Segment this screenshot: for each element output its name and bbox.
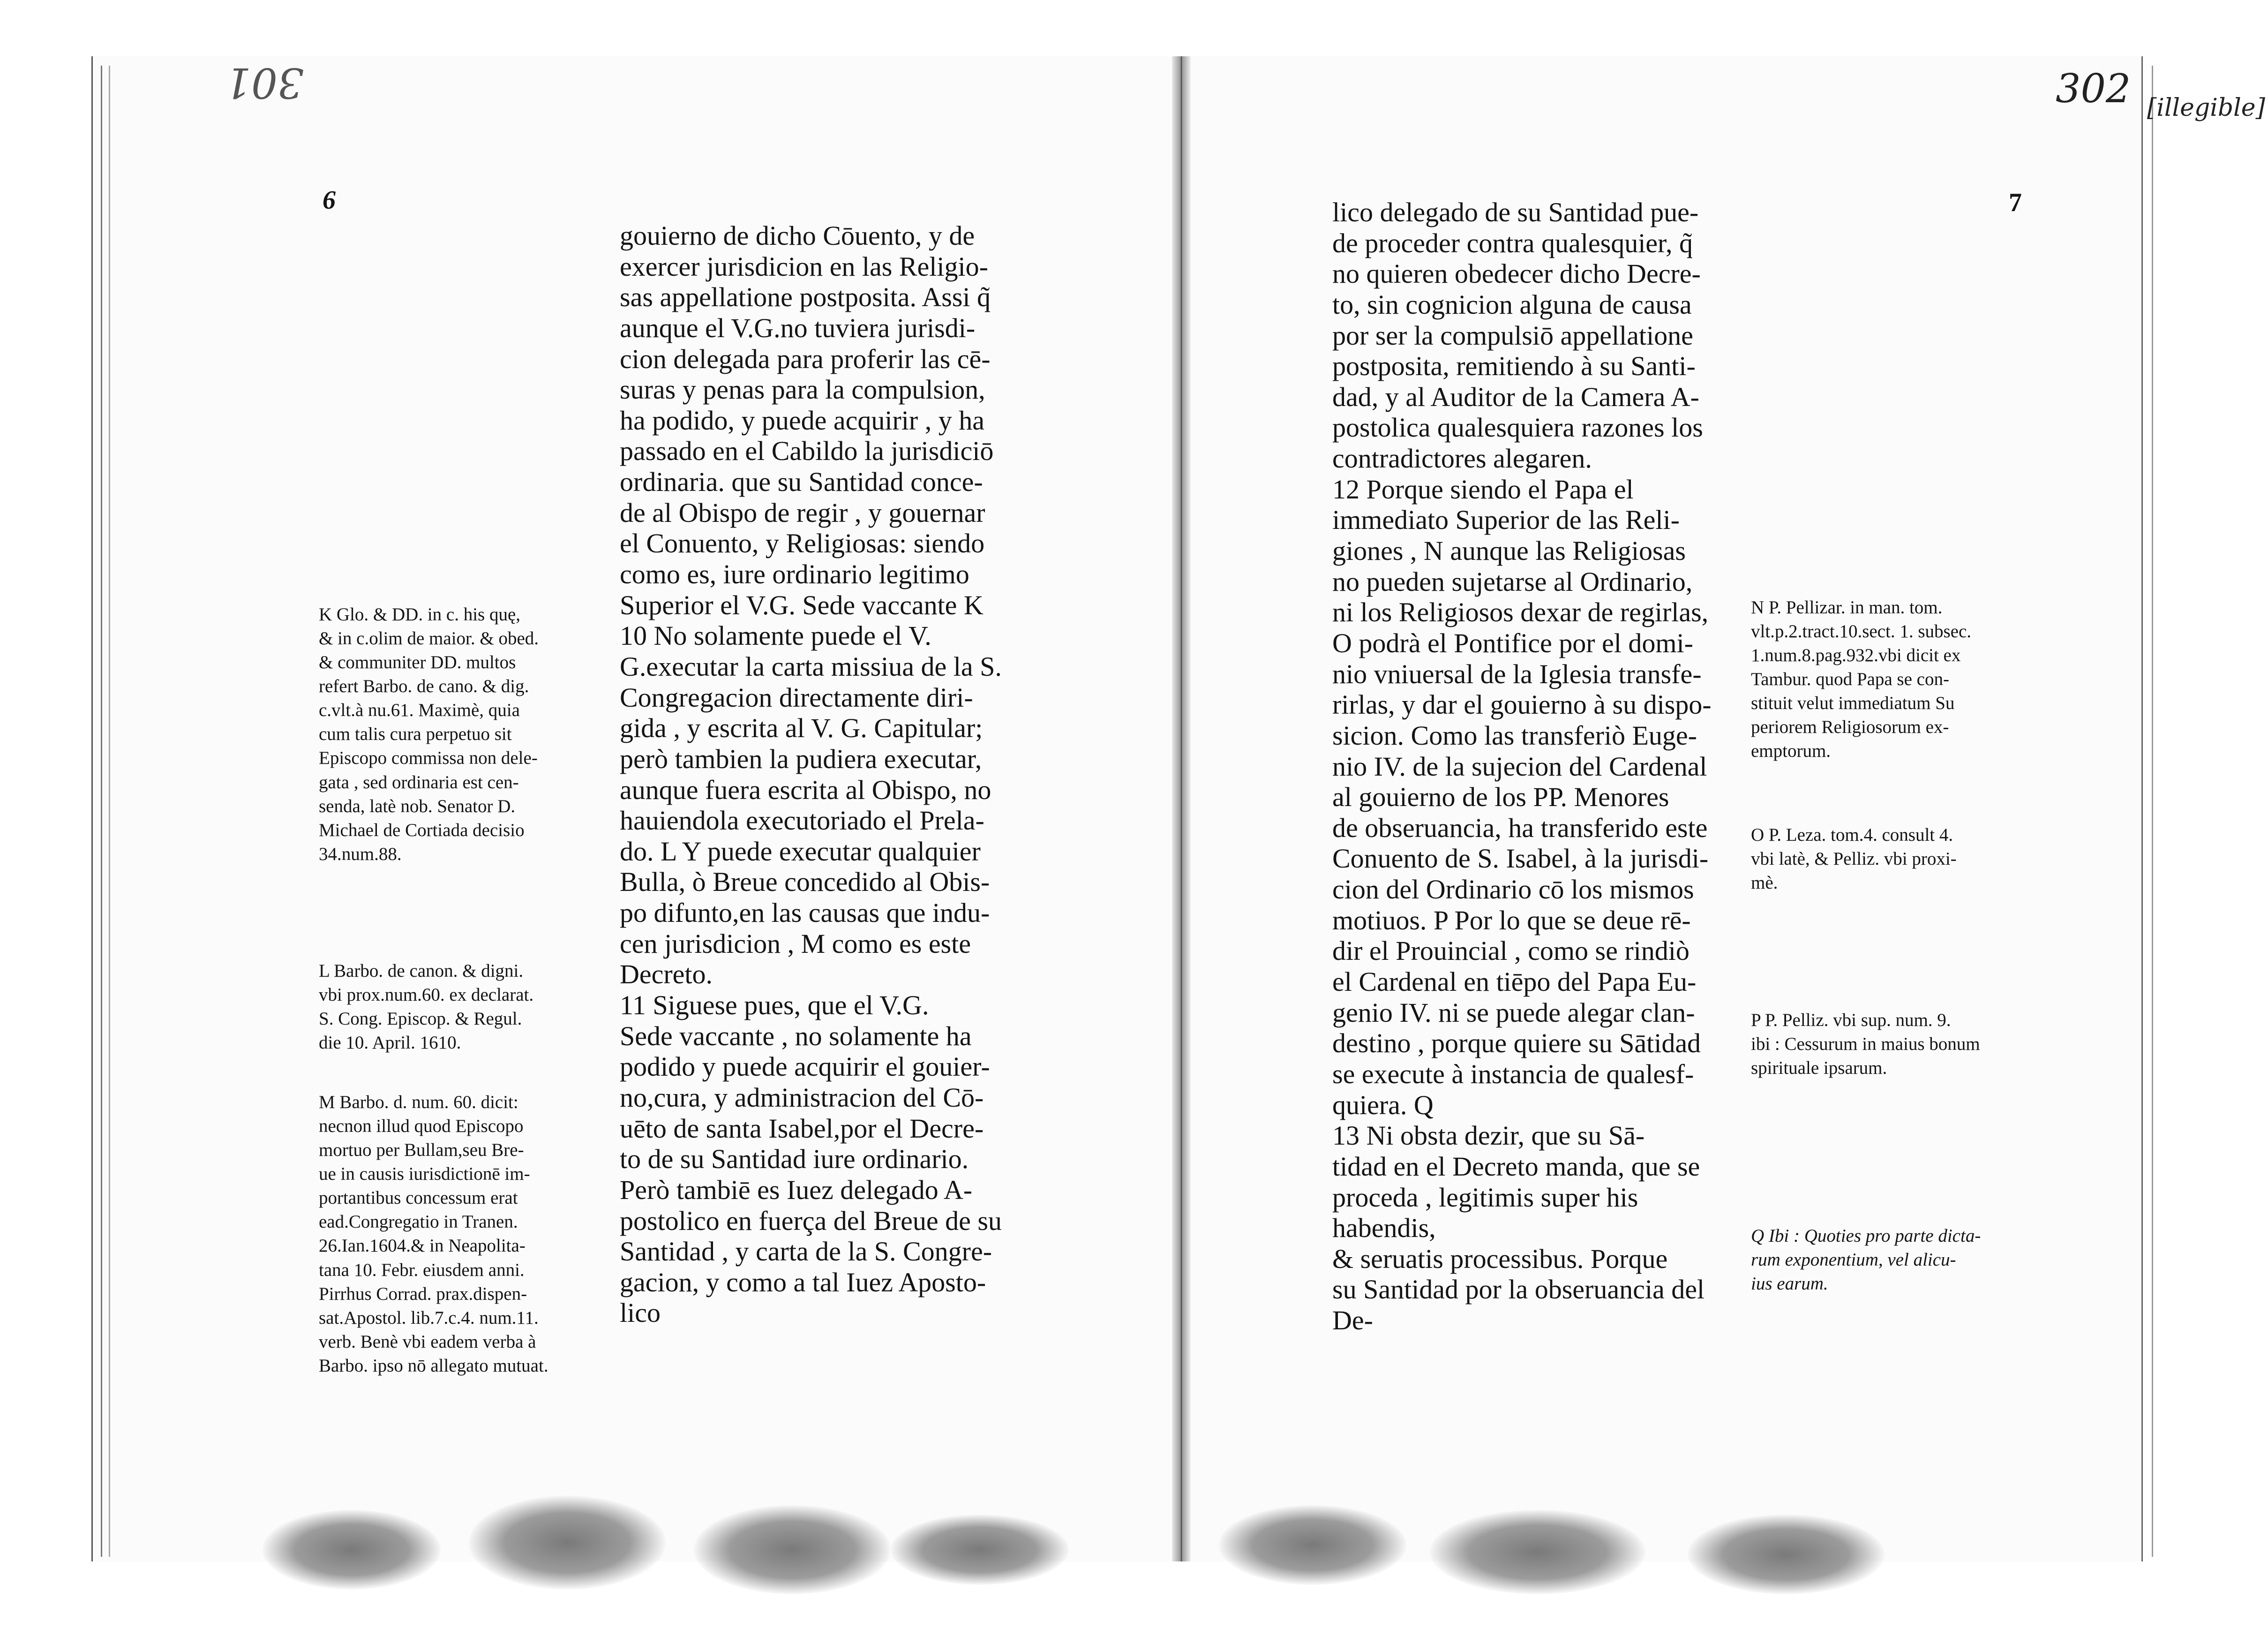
water-stain — [1430, 1510, 1645, 1594]
main-text-column-right: lico delegado de su Santidad pue- de proceder contra qualesquier, q̃ no quieren obedecer dicho Decre- to, sin cognicion alguna de causa por ser la compulsiō appellatione postposita, remitiendo à su Santi- dad, y al Auditor de la Camera A- postolica qualesquiera razones los contradictores alegaren. 12 Porque siendo el Papa el immediato Superior de las Reli- giones , N aunque las Religiosas no pueden sujetarse al Ordinario, ni los Religiosos dexar de regirlas, O podrà el Pontifice por el domi- nio vniuersal de la Iglesia transfe- rirlas, y dar el gouierno à su dispo- sicion. Como las transferiò Euge- nio IV. de la sujecion del Cardenal al gouierno de los PP. Menores de obseruancia, ha transferido este Conuento de S. Isabel, à la jurisdi- cion del Ordinario cō los mismos motiuos. P Por lo que se deue rē- dir el Prouincial , como se rindiò el Cardenal en tiēpo del Papa Eu- genio IV. ni se puede alegar clan- destino , porque quiere su Sātidad se execute à instancia de qualesf- quiera. Q 13 Ni obsta dezir, que su Sā- tidad en el Decreto manda, que se proceda , legitimis super his habendis, & seruatis processibus. Porque su Santidad por la obseruancia del De- — [1332, 197, 1712, 1336]
marginal-note-k: K Glo. & DD. in c. his quę, & in c.olim de maior. & obed. & communiter DD. multos refert Barbo. de cano. & dig. c.vlt.à nu.61. Maximè, quia cum talis cura perpetuo sit Episcopo commissa non dele- gata , sed ordinaria est cen- senda, latè nob. Senator D. Michael de Cortiada decisio 34.num.88. — [319, 604, 539, 864]
page-number-left: 6 — [323, 186, 336, 215]
water-stain — [469, 1496, 666, 1590]
water-stain — [1219, 1505, 1406, 1585]
book-gutter — [1172, 56, 1191, 1561]
handwritten-mark: [illegible] — [2147, 94, 2265, 122]
water-stain — [263, 1510, 441, 1590]
handwritten-folio-right: 302 — [2056, 66, 2131, 112]
water-stain — [694, 1505, 891, 1594]
handwritten-folio-left: 301 — [225, 59, 304, 107]
marginal-note-n: N P. Pellizar. in man. tom. vlt.p.2.tract.10.sect. 1. subsec. 1.num.8.pag.932.vbi dicit ex Tambur. quod Papa se con- stituit velut immediatum Su periorem Religiosorum ex- emptorum. — [1751, 597, 1972, 762]
marginal-note-l: L Barbo. de canon. & digni. vbi prox.num.60. ex declarat. S. Cong. Episcop. & Regul. die 10. April. 1610. — [319, 961, 534, 1053]
page-number-right: 7 — [2009, 188, 2022, 217]
marginal-note-o: O P. Leza. tom.4. consult 4. vbi latè, & Pelliz. vbi proxi- mè. — [1751, 825, 1957, 893]
marginal-note-m: M Barbo. d. num. 60. dicit: necnon illud quod Episcopo mortuo per Bullam,seu Bre- ue in causis iurisdictionē im- portantibus concessum erat ead.Congregatio in Tranen. 26.Ian.1604.& in Neapolita- tana 10. Febr. eiusdem anni. Pirrhus Corrad. prax.dispen- sat.Apostol. lib.7.c.4. num.11. verb. Benè vbi eadem verba à Barbo. ipso nō allegato mutuat. — [319, 1092, 548, 1376]
page-edge-line — [101, 66, 102, 1557]
page-edge-line — [2152, 66, 2153, 1557]
marginal-note-q: Q Ibi : Quoties pro parte dicta- rum exponentium, vel alicu- ius earum. — [1751, 1226, 1981, 1294]
water-stain — [1688, 1515, 1885, 1594]
marginal-note-p: P P. Pelliz. vbi sup. num. 9. ibi : Cessurum in maius bonum spirituale ipsarum. — [1751, 1010, 1980, 1078]
water-stain — [891, 1515, 1069, 1585]
page-edge-line — [109, 66, 110, 1557]
main-text-column-left: gouierno de dicho Cōuento, y de exercer jurisdicion en las Religio- sas appellatione postposita. Assi q̃ aunque el V.G.no tuviera jurisdi- cion delegada para proferir las cē- suras y penas para la compulsion, ha podido, y puede acquirir , y ha passado en el Cabildo la jurisdiciō ordinaria. que su Santidad conce- de al Obispo de regir , y gouernar el Conuento, y Religiosas: siendo como es, iure ordinario legitimo Superior el V.G. Sede vaccante K 10 No solamente puede el V. G.executar la carta missiua de la S. Congregacion directamente diri- gida , y escrita al V. G. Capitular; però tambien la pudiera executar, aunque fuera escrita al Obispo, no hauiendola executoriado el Prela- do. L Y puede executar qualquier Bulla, ò Breue concedido al Obis- po difunto,en las causas que indu- cen jurisdicion , M como es este Decreto. 11 Siguese pues, que el V.G. Sede vaccante , no solamente ha podido y puede acquirir el gouier- no,cura, y administracion del Cō- uēto de santa Isabel,por el Decre- to de su Santidad iure ordinario. Però tambiē es Iuez delegado A- postolico en fuerça del Breue de su Santidad , y carta de la S. Congre- gacion, y como a tal Iuez Aposto- lico — [620, 220, 1002, 1328]
